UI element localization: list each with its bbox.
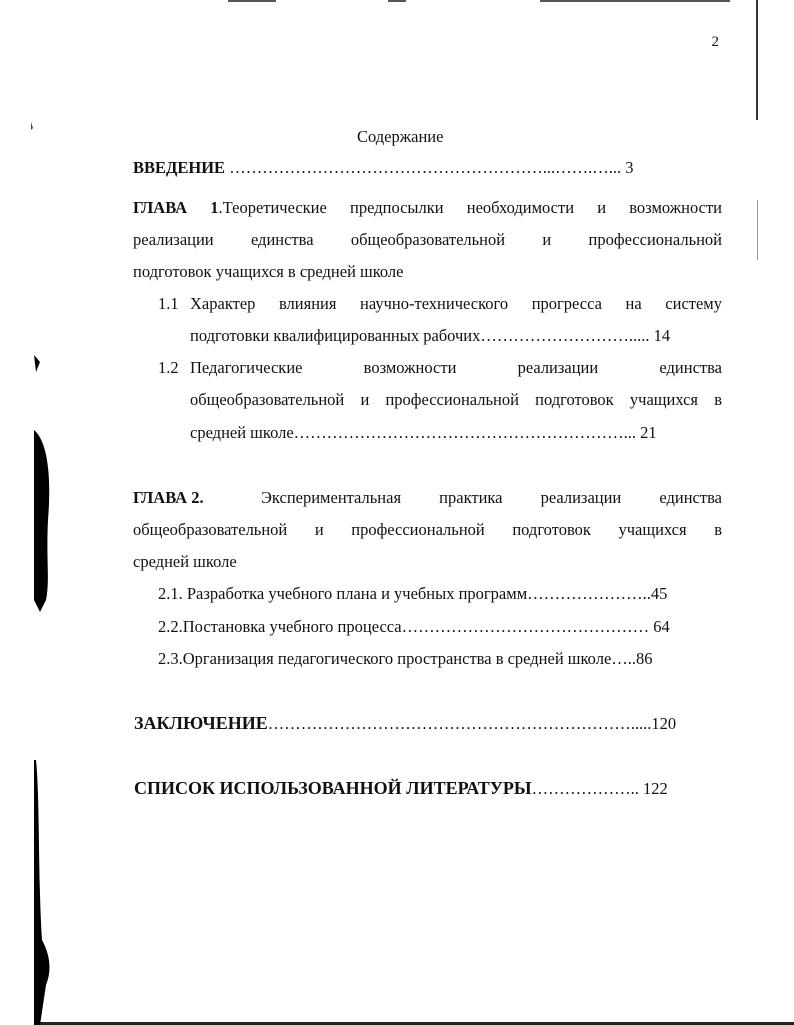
toc-entry-title: ЗАКЛЮЧЕНИЕ — [134, 713, 268, 733]
toc-chapter-1 — [133, 198, 722, 218]
binding-shadow — [0, 0, 70, 1025]
toc-entry-references — [134, 778, 668, 799]
chapter-title: .Теоретические предпосылки необходимости и возможности — [218, 198, 722, 217]
toc-page-number: 120 — [651, 714, 677, 733]
toc-entry-2-3 — [158, 649, 653, 669]
scan-edge — [756, 0, 758, 120]
toc-page-number: 45 — [650, 584, 668, 603]
toc-leader-dots: ……………….. — [531, 779, 639, 798]
chapter-title-line: средней школе — [133, 552, 237, 571]
toc-page-number: 64 — [653, 617, 670, 636]
chapter-title-line: реализации единства общеобразовательной и профессиональной — [133, 230, 722, 249]
toc-entry-title: СПИСОК ИСПОЛЬЗОВАННОЙ ЛИТЕРАТУРЫ — [134, 778, 532, 798]
section-title-line: подготовки квалифицированных рабочих………………………..... — [190, 326, 650, 345]
toc-heading: Содержание — [357, 127, 444, 146]
toc-entry-1-1 — [190, 326, 702, 346]
toc-page-number: 21 — [640, 423, 657, 442]
section-number: 1.2 — [158, 358, 179, 377]
scan-artifact — [228, 0, 276, 2]
section-title: Характер влияния научно-технического прогресса на систему — [190, 294, 722, 313]
toc-leader-dots: …………………………………………………...…….…... — [229, 158, 622, 177]
toc-page-number: 86 — [636, 649, 653, 668]
section-title: 2.1. Разработка учебного плана и учебных программ………………….. — [158, 584, 651, 603]
chapter-title-line: общеобразовательной и профессиональной подготовок учащихся в — [133, 520, 722, 539]
toc-entry-intro — [133, 158, 699, 178]
toc-page-number: 122 — [642, 779, 668, 798]
section-number: 1.1 — [158, 294, 179, 313]
toc-leader-dots: …………………………………………………………..... — [267, 714, 652, 733]
section-title-line: средней школе……………………………………………………... — [190, 423, 637, 442]
toc-entry-title: ВВЕДЕНИЕ — [133, 158, 226, 177]
scan-artifact — [388, 0, 406, 2]
toc-page-number: 3 — [625, 158, 634, 177]
chapter-label: ГЛАВА 2. — [133, 488, 204, 507]
section-title: 2.2.Постановка учебного процесса……………………………………… — [158, 617, 650, 636]
toc-entry-2-2 — [158, 617, 670, 637]
scan-artifact — [540, 0, 730, 2]
scan-edge — [757, 200, 758, 260]
toc-entry-2-1 — [158, 584, 667, 604]
chapter-title-line: подготовок учащихся в средней школе — [133, 262, 404, 281]
toc-page-number: 14 — [653, 326, 671, 345]
toc-entry-conclusion — [134, 713, 676, 734]
section-title: Педагогические возможности реализации единства — [190, 358, 722, 377]
chapter-label: ГЛАВА 1 — [133, 198, 219, 217]
page-number: 2 — [711, 34, 719, 50]
toc-chapter-2 — [133, 488, 722, 508]
toc-entry-1-2 — [190, 423, 702, 443]
section-title: 2.3.Организация педагогического пространства в средней школе….. — [158, 649, 637, 668]
chapter-title: Экспериментальная практика реализации единства — [261, 488, 722, 507]
section-title-line: общеобразовательной и профессиональной подготовок учащихся в — [190, 390, 722, 409]
